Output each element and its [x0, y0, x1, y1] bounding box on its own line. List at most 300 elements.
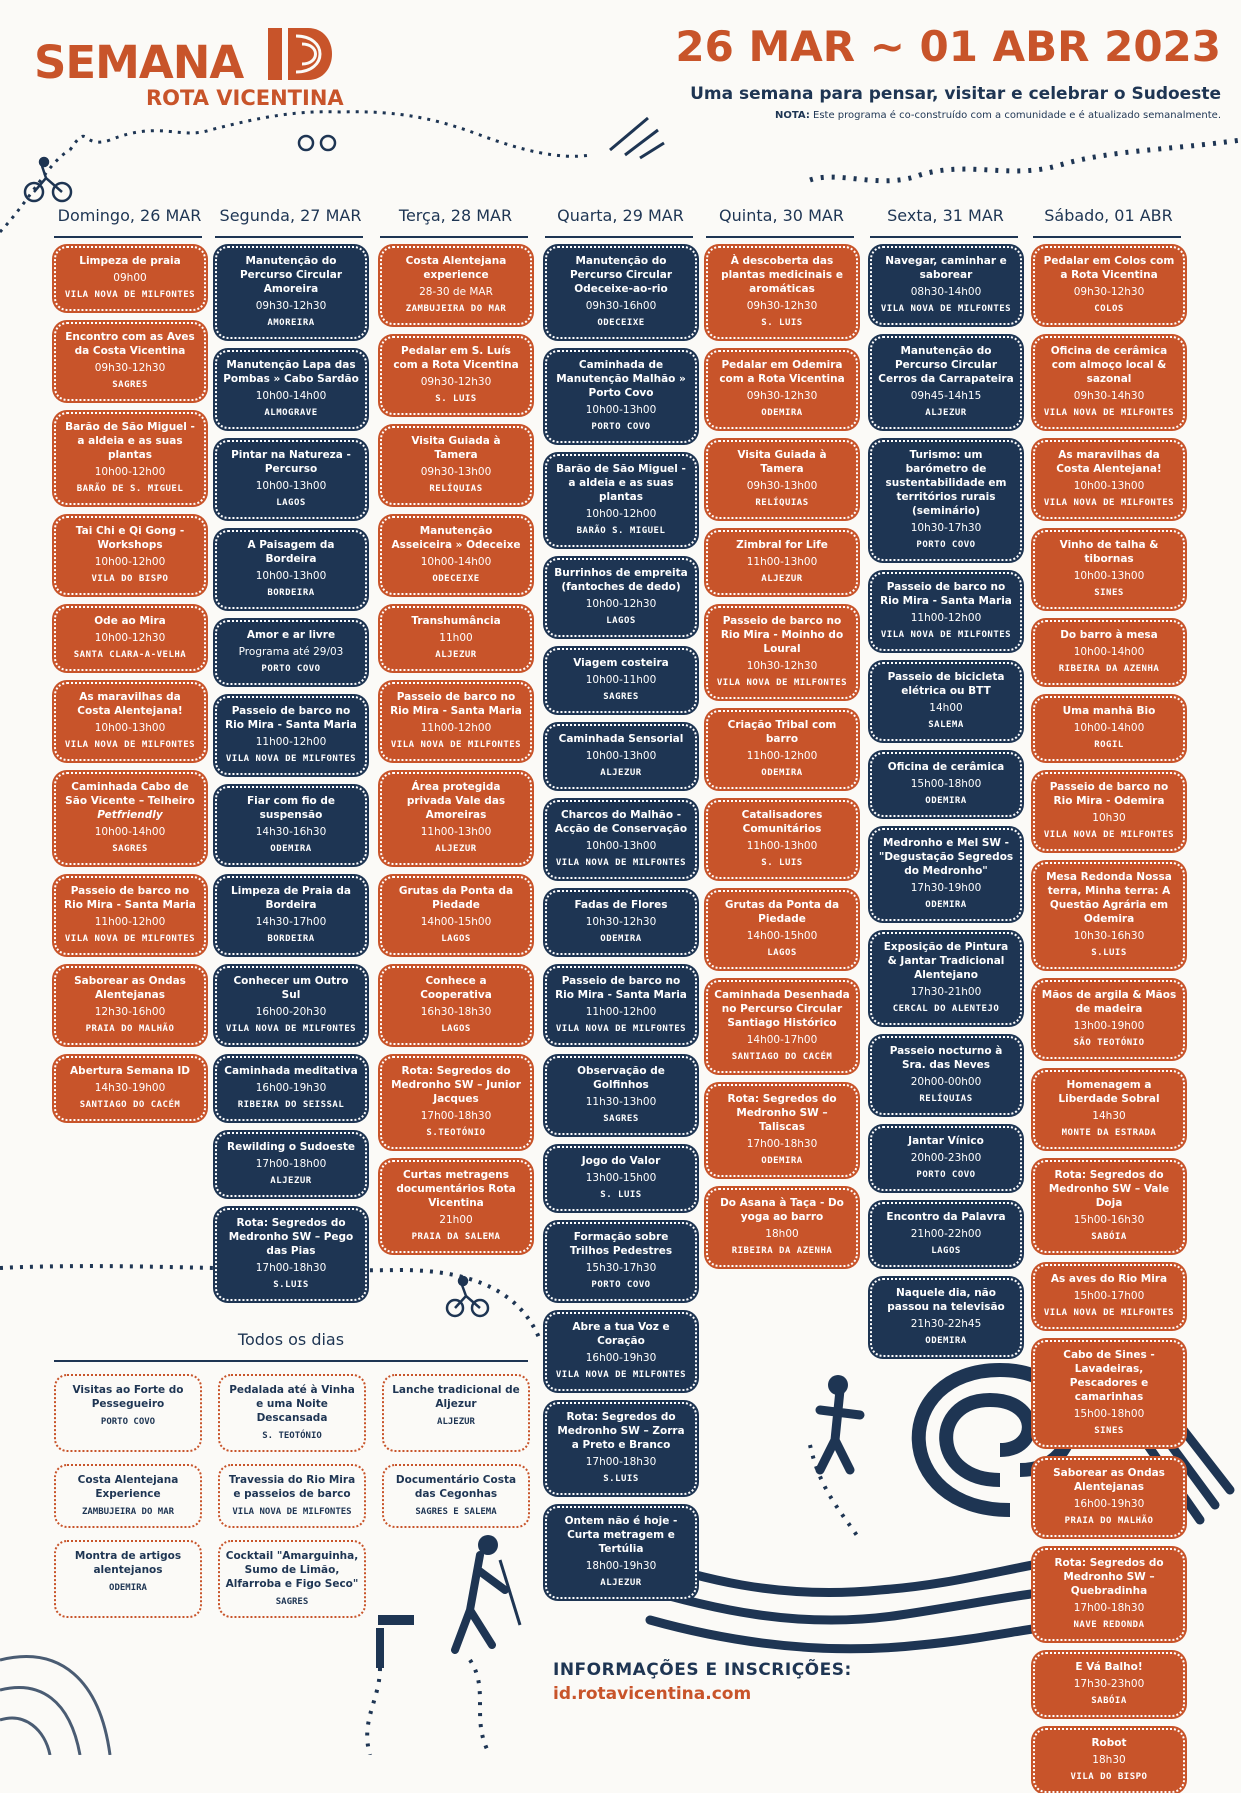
event-card[interactable]	[706, 890, 858, 969]
event-card[interactable]	[215, 440, 367, 519]
event-title: Caminhada Cabo de São Vicente – Telheiro	[65, 781, 195, 807]
event-time: 11h00-12h00	[255, 736, 327, 748]
event-card[interactable]	[54, 606, 206, 671]
event-place: SAGRES	[112, 380, 148, 390]
event-place: AMOREIRA	[267, 318, 315, 328]
event-title: Turismo: um barómetro de sustentabilidade em territórios rurais (seminário)	[885, 449, 1007, 517]
event-time: 09h30-12h30	[1073, 286, 1145, 298]
event-place: RIBEIRA DO SEISSAL	[237, 1100, 345, 1110]
event-card[interactable]	[1033, 1160, 1185, 1253]
daily-event-card[interactable]	[382, 1464, 530, 1528]
event-card[interactable]	[706, 1188, 858, 1267]
event-card[interactable]	[215, 1056, 367, 1121]
event-title: As maravilhas da Costa Alentejana!	[1056, 449, 1162, 475]
event-title: Curtas metragens documentários Rota Vicentina	[396, 1169, 516, 1209]
event-place: ZAMBUJEIRA DO MAR	[405, 304, 507, 314]
event-card[interactable]	[706, 440, 858, 519]
event-card[interactable]	[870, 752, 1022, 817]
event-place: COLOS	[1094, 304, 1124, 314]
event-card[interactable]	[380, 246, 532, 325]
event-time: 09h30-12h30	[746, 300, 818, 312]
daily-event-title: Cocktail "Amarguinha, Sumo de Limão, Alfarroba e Figo Seco"	[225, 1550, 359, 1590]
daily-event-place: PORTO COVO	[100, 1417, 156, 1427]
event-title: Conhecer um Outro Sul	[233, 975, 349, 1001]
event-time: 16h00-19h30	[255, 1082, 327, 1094]
event-card[interactable]	[545, 1056, 697, 1135]
event-time: 10h00-12h00	[94, 556, 166, 568]
event-card[interactable]	[380, 876, 532, 955]
daily-event-card[interactable]	[54, 1374, 202, 1452]
event-title: Uma manhã Bio	[1062, 705, 1156, 717]
event-title: Passeio de barco no Rio Mira - Odemira	[1049, 781, 1169, 807]
event-place: PORTO COVO	[591, 1280, 651, 1290]
daily-event-card[interactable]	[382, 1374, 530, 1452]
event-time: 10h00-12h00	[94, 466, 166, 478]
event-title: Limpeza de Praia da Bordeira	[231, 885, 351, 911]
event-place: ALJEZUR	[435, 844, 477, 854]
event-card[interactable]	[870, 932, 1022, 1025]
event-card[interactable]	[706, 606, 858, 699]
event-time: 10h00-13h00	[585, 750, 657, 762]
event-card[interactable]	[706, 530, 858, 595]
event-time: 11h00-13h00	[420, 826, 492, 838]
day-divider	[1033, 236, 1181, 238]
event-title: Visita Guiada à Tamera	[737, 449, 827, 475]
event-title: Burrinhos de empreita (fantoches de dedo)	[554, 567, 688, 593]
event-card[interactable]	[215, 1132, 367, 1197]
event-card[interactable]	[215, 530, 367, 609]
event-place: VILA NOVA DE MILFONTES	[880, 630, 1012, 640]
event-time: 11h30-13h00	[585, 1096, 657, 1108]
note	[775, 110, 1221, 121]
event-card[interactable]	[545, 800, 697, 879]
event-place: ODEMIRA	[761, 1156, 803, 1166]
event-place: LAGOS	[606, 616, 636, 626]
event-title: Rota: Segredos do Medronho SW – Vale Doja	[1048, 1169, 1170, 1209]
event-card[interactable]	[54, 772, 206, 865]
daily-event-place: SAGRES E SALEMA	[415, 1507, 497, 1517]
event-card[interactable]	[545, 1146, 697, 1211]
event-card[interactable]	[1033, 1458, 1185, 1537]
event-place: VILA NOVA DE MILFONTES	[716, 678, 848, 688]
event-time: 16h00-19h30	[585, 1352, 657, 1364]
event-card[interactable]	[545, 1402, 697, 1495]
event-time: 10h00-14h00	[94, 826, 166, 838]
event-card[interactable]	[380, 606, 532, 671]
event-card[interactable]	[706, 1084, 858, 1177]
event-card[interactable]	[215, 620, 367, 685]
daily-event-title: Documentário Costa das Cegonhas	[395, 1474, 517, 1500]
daily-event-card[interactable]	[218, 1464, 366, 1528]
event-place: RELÍQUIAS	[919, 1094, 973, 1104]
daily-event-card[interactable]	[54, 1464, 202, 1528]
event-time: 17h00-18h00	[255, 1158, 327, 1170]
event-title: Homenagem a Liberdade Sobral	[1058, 1079, 1160, 1105]
day-header: Quarta, 29 MAR	[557, 206, 684, 225]
daily-event-place: VILA NOVA DE MILFONTES	[232, 1507, 352, 1517]
event-card[interactable]	[545, 246, 697, 339]
event-time: 15h00-18h00	[1073, 1408, 1145, 1420]
event-title: Cabo de Sines - Lavadeiras, Pescadores e camarinhas	[1063, 1349, 1155, 1403]
event-title: Exposição de Pintura & Jantar Tradicional Alentejano	[883, 941, 1009, 981]
event-card[interactable]	[870, 1126, 1022, 1191]
event-time: 17h00-18h30	[585, 1456, 657, 1468]
event-title: Abre a tua Voz e Coração	[572, 1321, 670, 1347]
event-title: Costa Alentejana experience	[405, 255, 507, 281]
event-card[interactable]	[1033, 980, 1185, 1059]
event-time: 09h30-12h30	[94, 362, 166, 374]
event-time: 09h30-12h30	[255, 300, 327, 312]
event-card[interactable]	[215, 246, 367, 339]
event-title: Rota: Segredos do Medronho SW – Taliscas	[727, 1093, 837, 1133]
event-place: S.LUIS	[273, 1280, 309, 1290]
event-time: 28-30 de MAR	[419, 286, 493, 298]
day-header: Domingo, 26 MAR	[57, 206, 202, 225]
event-place: LAGOS	[441, 934, 471, 944]
event-place: RELÍQUIAS	[429, 484, 483, 494]
event-place: MONTE DA ESTRADA	[1061, 1128, 1157, 1138]
event-time: 10h00-13h00	[255, 480, 327, 492]
event-title: Transhumância	[411, 615, 501, 627]
event-title: Rota: Segredos do Medronho SW – Zorra a Preto e Branco	[557, 1411, 685, 1451]
event-place: BARÃO S. MIGUEL	[576, 526, 666, 536]
event-time: 10h00-11h00	[585, 674, 657, 686]
todos-os-dias-title: Todos os dias	[237, 1330, 345, 1349]
event-title: Formação sobre Trilhos Pedestres	[569, 1231, 673, 1257]
event-card[interactable]	[545, 1312, 697, 1391]
event-time: 16h30-18h30	[420, 1006, 492, 1018]
event-place: VILA NOVA DE MILFONTES	[1043, 1308, 1175, 1318]
event-title: Limpeza de praia	[79, 255, 181, 267]
event-card[interactable]	[706, 350, 858, 429]
event-card[interactable]	[870, 572, 1022, 651]
event-card[interactable]	[545, 1506, 697, 1599]
daily-event-card[interactable]	[54, 1540, 202, 1618]
event-card[interactable]	[870, 336, 1022, 429]
event-place: ALJEZUR	[761, 574, 803, 584]
event-card[interactable]	[380, 1056, 532, 1149]
event-place: S. LUIS	[761, 318, 803, 328]
event-place: SABÓIA	[1091, 1696, 1127, 1706]
event-time: 16h00-20h30	[255, 1006, 327, 1018]
event-time: 14h00-17h00	[746, 1034, 818, 1046]
event-card[interactable]	[1033, 1652, 1185, 1717]
event-place: S. LUIS	[435, 394, 477, 404]
event-title: Barão de São Miguel - a aldeia e as suas plantas	[556, 463, 686, 503]
event-time: 10h00-14h00	[1073, 646, 1145, 658]
event-card[interactable]	[380, 682, 532, 761]
event-title: Passeio de barco no Rio Mira - Santa Maria	[225, 705, 357, 731]
event-card[interactable]	[54, 322, 206, 401]
event-place: ALJEZUR	[600, 1578, 642, 1588]
event-title: Manutenção Lapa das Pombas » Cabo Sardão	[223, 359, 359, 385]
event-place: BORDEIRA	[267, 934, 315, 944]
event-card[interactable]	[545, 454, 697, 547]
event-time: 10h00-13h00	[94, 722, 166, 734]
event-place: SABÓIA	[1091, 1232, 1127, 1242]
event-place: VILA NOVA DE MILFONTES	[555, 858, 687, 868]
event-card[interactable]	[380, 426, 532, 505]
event-place: ODEMIRA	[925, 900, 967, 910]
event-time: 10h00-14h00	[255, 390, 327, 402]
event-time: 09h30-13h00	[746, 480, 818, 492]
event-card[interactable]	[870, 662, 1022, 741]
event-time: 10h30-12h30	[585, 916, 657, 928]
event-place: VILA NOVA DE MILFONTES	[64, 740, 196, 750]
event-time: 11h00	[439, 632, 473, 644]
event-card[interactable]	[545, 1222, 697, 1301]
event-card[interactable]	[54, 246, 206, 311]
event-place: S. LUIS	[600, 1190, 642, 1200]
event-title: Fadas de Flores	[574, 899, 668, 911]
day-column	[54, 246, 206, 1121]
event-card[interactable]	[1033, 862, 1185, 969]
event-title: Criação Tribal com barro	[727, 719, 837, 745]
event-tag: Petfriendly	[97, 809, 163, 821]
event-card[interactable]	[870, 246, 1022, 325]
logo-main-text: SEMANA	[34, 36, 244, 89]
event-title: Fiar com fio de suspensão	[246, 795, 335, 821]
daily-event-card[interactable]	[218, 1540, 366, 1618]
event-card[interactable]	[1033, 246, 1185, 325]
event-place: ODEMIRA	[761, 408, 803, 418]
event-card[interactable]	[545, 558, 697, 637]
event-place: VILA NOVA DE MILFONTES	[880, 304, 1012, 314]
event-place: ODEMIRA	[761, 768, 803, 778]
event-time: 18h00	[765, 1228, 799, 1240]
day-header: Segunda, 27 MAR	[219, 206, 362, 225]
event-title: Vinho de talha & tibornas	[1059, 539, 1159, 565]
event-title: Área protegida privada Vale das Amoreiras	[406, 781, 506, 821]
event-place: VILA NOVA DE MILFONTES	[1043, 830, 1175, 840]
event-title: Medronho e Mel SW - "Degustação Segredos do Medronho"	[878, 837, 1014, 877]
event-title: Pintar na Natureza - Percurso	[231, 449, 351, 475]
event-title: Observação de Golfinhos	[577, 1065, 665, 1091]
logo-id-mark	[268, 26, 342, 82]
daily-event-title: Costa Alentejana Experience	[77, 1474, 179, 1500]
event-time: 13h00-15h00	[585, 1172, 657, 1184]
event-title: Ode ao Mira	[94, 615, 166, 627]
event-place: ALMOGRAVE	[264, 408, 318, 418]
event-card[interactable]	[380, 516, 532, 595]
event-place: SALEMA	[928, 720, 964, 730]
event-time: 14h00-15h00	[420, 916, 492, 928]
event-time: 11h00-12h00	[585, 1006, 657, 1018]
daily-event-card[interactable]	[218, 1374, 366, 1452]
event-card[interactable]	[1033, 772, 1185, 851]
day-divider	[706, 236, 854, 238]
event-place: LAGOS	[931, 1246, 961, 1256]
event-place: SINES	[1094, 588, 1124, 598]
event-time: 21h00-22h00	[910, 1228, 982, 1240]
event-card[interactable]	[870, 440, 1022, 561]
event-time: 15h30-17h30	[585, 1262, 657, 1274]
event-title: Charcos do Malhão - Acção de Conservação	[554, 809, 688, 835]
event-card[interactable]	[380, 966, 532, 1045]
event-time: 16h00-19h30	[1073, 1498, 1145, 1510]
day-divider	[545, 236, 693, 238]
event-title: Encontro da Palavra	[886, 1211, 1006, 1223]
event-time: 14h30	[1092, 1110, 1126, 1122]
event-card[interactable]	[215, 696, 367, 775]
event-card[interactable]	[380, 336, 532, 415]
event-place: RIBEIRA DA AZENHA	[731, 1246, 833, 1256]
event-card[interactable]	[1033, 1340, 1185, 1447]
event-place: NAVE REDONDA	[1073, 1620, 1145, 1630]
event-card[interactable]	[706, 980, 858, 1073]
event-place: PORTO COVO	[916, 540, 976, 550]
event-title: Grutas da Ponta da Piedade	[398, 885, 514, 911]
event-card[interactable]	[545, 648, 697, 713]
day-header: Sexta, 31 MAR	[887, 206, 1004, 225]
event-place: LAGOS	[441, 1024, 471, 1034]
event-title: Do barro à mesa	[1060, 629, 1158, 641]
event-place: VILA NOVA DE MILFONTES	[555, 1024, 687, 1034]
event-card[interactable]	[215, 350, 367, 429]
event-place: VILA NOVA DE MILFONTES	[390, 740, 522, 750]
event-title: Conhece a Cooperativa	[420, 975, 492, 1001]
event-card[interactable]	[54, 876, 206, 955]
event-title: Saborear as Ondas Alentejanas	[74, 975, 186, 1001]
event-place: VILA NOVA DE MILFONTES	[1043, 408, 1175, 418]
event-card[interactable]	[54, 682, 206, 761]
event-time: 14h00-15h00	[746, 930, 818, 942]
event-time: Programa até 29/03	[238, 646, 344, 658]
event-card[interactable]	[1033, 696, 1185, 761]
daily-event-place: S. TEOTÓNIO	[262, 1431, 322, 1441]
event-place: SAGRES	[112, 844, 148, 854]
event-title: Abertura Semana ID	[70, 1065, 190, 1077]
day-column	[545, 246, 697, 1599]
event-place: SANTIAGO DO CACÉM	[731, 1052, 833, 1062]
event-time: 18h30	[1092, 1754, 1126, 1766]
todos-os-dias-divider	[54, 1360, 528, 1362]
event-time: 21h00	[439, 1214, 473, 1226]
event-title: Grutas da Ponta da Piedade	[724, 899, 840, 925]
event-card[interactable]	[54, 516, 206, 595]
event-card[interactable]	[870, 1278, 1022, 1357]
daily-event-place: ODEMIRA	[109, 1583, 147, 1593]
event-card[interactable]	[215, 876, 367, 955]
event-title: Passeio nocturno à Sra. das Neves	[889, 1045, 1003, 1071]
event-time: 10h00-13h00	[585, 404, 657, 416]
event-title: Tai Chi e Qi Gong - Workshops	[75, 525, 185, 551]
event-card[interactable]	[545, 724, 697, 789]
event-place: VILA NOVA DE MILFONTES	[555, 1370, 687, 1380]
event-place: ALJEZUR	[925, 408, 967, 418]
event-card[interactable]	[1033, 530, 1185, 609]
event-title: Encontro com as Aves da Costa Vicentina	[65, 331, 195, 357]
event-time: 09h45-14h15	[910, 390, 982, 402]
event-card[interactable]	[870, 1036, 1022, 1115]
event-title: Saborear as Ondas Alentejanas	[1053, 1467, 1165, 1493]
event-card[interactable]	[706, 710, 858, 789]
event-title: Caminhada Sensorial	[558, 733, 684, 745]
event-time: 15h00-18h00	[910, 778, 982, 790]
daily-event-place: ZAMBUJEIRA DO MAR	[81, 1507, 175, 1517]
event-card[interactable]	[545, 890, 697, 955]
event-card[interactable]	[215, 786, 367, 865]
note-label: NOTA:	[774, 110, 810, 121]
event-card[interactable]	[54, 1056, 206, 1121]
event-time: 17h30-19h00	[910, 882, 982, 894]
event-card[interactable]	[706, 800, 858, 879]
event-card[interactable]	[380, 1160, 532, 1253]
event-card[interactable]	[215, 1208, 367, 1301]
event-place: ALJEZUR	[435, 650, 477, 660]
event-time: 10h30-17h30	[910, 522, 982, 534]
event-place: SAGRES	[603, 692, 639, 702]
todos-os-dias-grid	[54, 1374, 532, 1618]
day-divider	[380, 236, 528, 238]
note-text: Este programa é co-construído com a comunidade e é atualizado semanalmente.	[809, 110, 1221, 121]
event-time: 10h00-13h00	[1073, 570, 1145, 582]
event-title: E Vá Balho!	[1075, 1661, 1143, 1673]
event-place: LAGOS	[276, 498, 306, 508]
event-place: ALJEZUR	[270, 1176, 312, 1186]
event-card[interactable]	[1033, 1264, 1185, 1329]
event-time: 13h00-19h00	[1073, 1020, 1145, 1032]
event-time: 08h30-14h00	[910, 286, 982, 298]
event-time: 09h30-14h30	[1073, 390, 1145, 402]
event-time: 09h30-12h30	[420, 376, 492, 388]
event-card[interactable]	[1033, 440, 1185, 519]
event-card[interactable]	[215, 966, 367, 1045]
event-card[interactable]	[1033, 1070, 1185, 1149]
event-card[interactable]	[380, 772, 532, 865]
event-title: Passeio de barco no Rio Mira - Santa Maria	[880, 581, 1012, 607]
event-card[interactable]	[1033, 336, 1185, 429]
event-title: Rota: Segredos do Medronho SW – Junior Jacques	[391, 1065, 521, 1105]
event-place: VILA NOVA DE MILFONTES	[225, 754, 357, 764]
event-title: Ontem não é hoje - Curta metragem e Tertúlia	[564, 1515, 678, 1555]
event-card[interactable]	[1033, 1728, 1185, 1793]
event-place: ODEMIRA	[600, 934, 642, 944]
event-card[interactable]	[54, 412, 206, 505]
event-card[interactable]	[706, 246, 858, 339]
event-time: 09h00	[113, 272, 147, 284]
event-card[interactable]	[870, 1202, 1022, 1267]
event-title: Passeio de barco no Rio Mira - Moinho do Loural	[720, 615, 844, 655]
event-time: 14h30-16h30	[255, 826, 327, 838]
event-place: S.LUIS	[1091, 948, 1127, 958]
event-time: 10h00-12h30	[585, 598, 657, 610]
event-time: 10h00-12h30	[94, 632, 166, 644]
event-card[interactable]	[545, 350, 697, 443]
event-place: BORDEIRA	[267, 588, 315, 598]
event-time: 10h00-13h00	[1073, 480, 1145, 492]
info-link[interactable]: id.rotavicentina.com	[553, 1684, 752, 1704]
event-title: Manutenção do Percurso Circular Cerros da Carrapateira	[878, 345, 1014, 385]
event-time: 10h30	[1092, 812, 1126, 824]
event-title: Navegar, caminhar e saborear	[885, 255, 1007, 281]
event-title: Passeio de barco no Rio Mira - Santa Maria	[64, 885, 196, 911]
event-place: BARÃO DE S. MIGUEL	[76, 484, 184, 494]
event-place: SÃO TEOTÓNIO	[1073, 1038, 1145, 1048]
event-time: 14h30-17h00	[255, 916, 327, 928]
event-card[interactable]	[870, 828, 1022, 921]
event-card[interactable]	[1033, 620, 1185, 685]
event-time: 11h00-13h00	[746, 840, 818, 852]
event-card[interactable]	[54, 966, 206, 1045]
event-title: Naquele dia, não passou na televisão	[887, 1287, 1005, 1313]
event-title: Mesa Redonda Nossa terra, Minha terra: A Questão Agrária em Odemira	[1046, 871, 1172, 925]
event-place: SAGRES	[603, 1114, 639, 1124]
event-time: 12h30-16h00	[94, 1006, 166, 1018]
event-card[interactable]	[1033, 1548, 1185, 1641]
event-card[interactable]	[545, 966, 697, 1045]
event-place: S.LUIS	[603, 1474, 639, 1484]
